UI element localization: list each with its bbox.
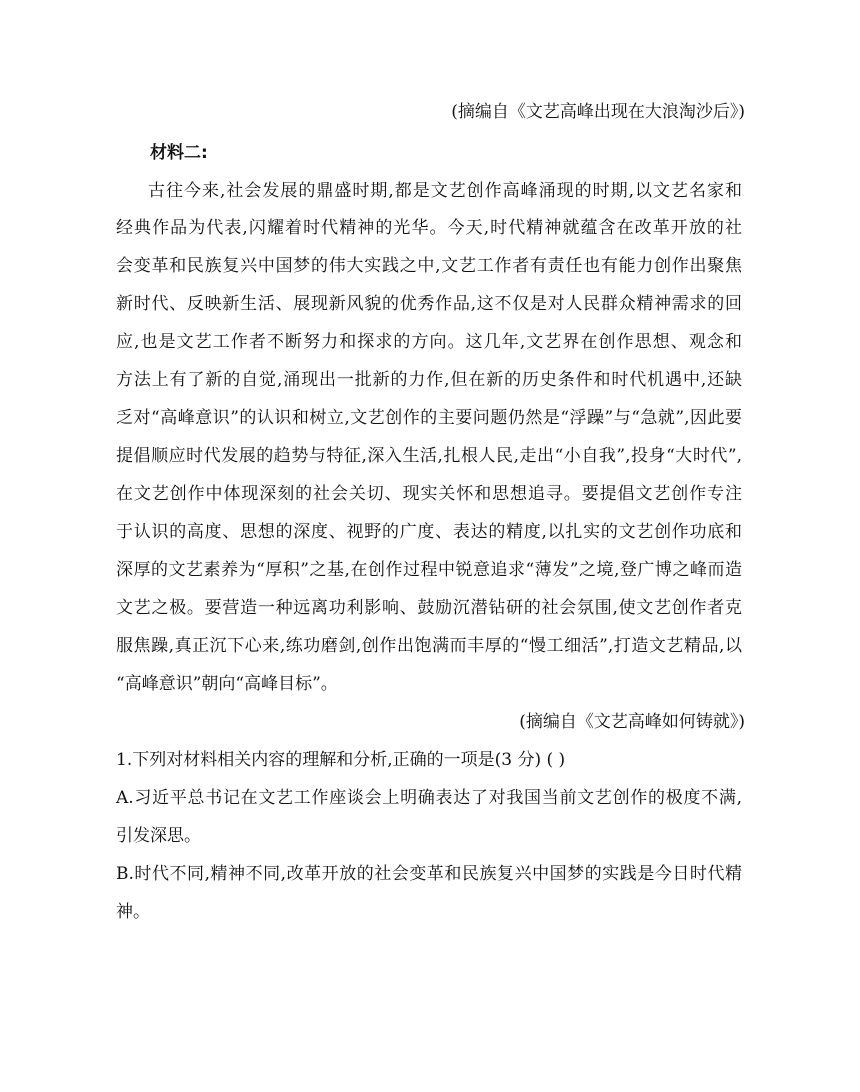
paragraph-line: 乏对“高峰意识”的认识和树立,文艺创作的主要问题仍然是“浮躁”与“急就”,因此要: [116, 408, 742, 428]
paragraph-line: 提倡顺应时代发展的趋势与特征,深入生活,扎根人民,走出“小自我”,投身“大时代”,: [116, 446, 742, 466]
paragraph-line: 深厚的文艺素养为“厚积”之基,在创作过程中锐意追求“薄发”之境,登广博之峰而造: [116, 560, 742, 580]
source-citation-2: (摘编自《文艺高峰如何铸就》): [519, 712, 745, 732]
option-b-line: 神。: [116, 902, 150, 922]
paragraph-line: 服焦躁,真正沉下心来,练功磨剑,创作出饱满而丰厚的“慢工细活”,打造文艺精品,以: [116, 636, 742, 656]
paragraph-line: 方法上有了新的自觉,涌现出一批新的力作,但在新的历史条件和时代机遇中,还缺: [116, 370, 742, 390]
paragraph-line: 文艺之极。要营造一种远离功利影响、鼓励沉潜钻研的社会氛围,使文艺创作者克: [116, 598, 742, 618]
source-citation-1: (摘编自《文艺高峰出现在大浪淘沙后》): [451, 102, 745, 122]
section-heading: 材料二:: [150, 143, 208, 163]
paragraph-line: 于认识的高度、思想的深度、视野的广度、表达的精度,以扎实的文艺创作功底和: [116, 522, 742, 542]
paragraph-line: 会变革和民族复兴中国梦的伟大实践之中,文艺工作者有责任也有能力创作出聚焦: [116, 256, 742, 276]
option-b-line: B.时代不同,精神不同,改革开放的社会变革和民族复兴中国梦的实践是今日时代精: [116, 864, 742, 884]
paragraph-line: 经典作品为代表,闪耀着时代精神的光华。今天,时代精神就蕴含在改革开放的社: [116, 218, 742, 238]
paragraph-line: “高峰意识”朝向“高峰目标”。: [116, 674, 338, 694]
paragraph-line: 新时代、反映新生活、展现新风貌的优秀作品,这不仅是对人民群众精神需求的回: [116, 294, 742, 314]
option-a-line: A.习近平总书记在文艺工作座谈会上明确表达了对我国当前文艺创作的极度不满,: [116, 788, 742, 808]
paragraph-line: 应,也是文艺工作者不断努力和探求的方向。这几年,文艺界在创作思想、观念和: [116, 332, 742, 352]
question-stem: 1.下列对材料相关内容的理解和分析,正确的一项是(3 分) ( ): [116, 750, 566, 770]
paragraph-line: 古往今来,社会发展的鼎盛时期,都是文艺创作高峰涌现的时期,以文艺名家和: [148, 181, 742, 201]
option-a-line: 引发深思。: [116, 826, 201, 846]
paragraph-line: 在文艺创作中体现深刻的社会关切、现实关怀和思想追寻。要提倡文艺创作专注: [116, 484, 742, 504]
